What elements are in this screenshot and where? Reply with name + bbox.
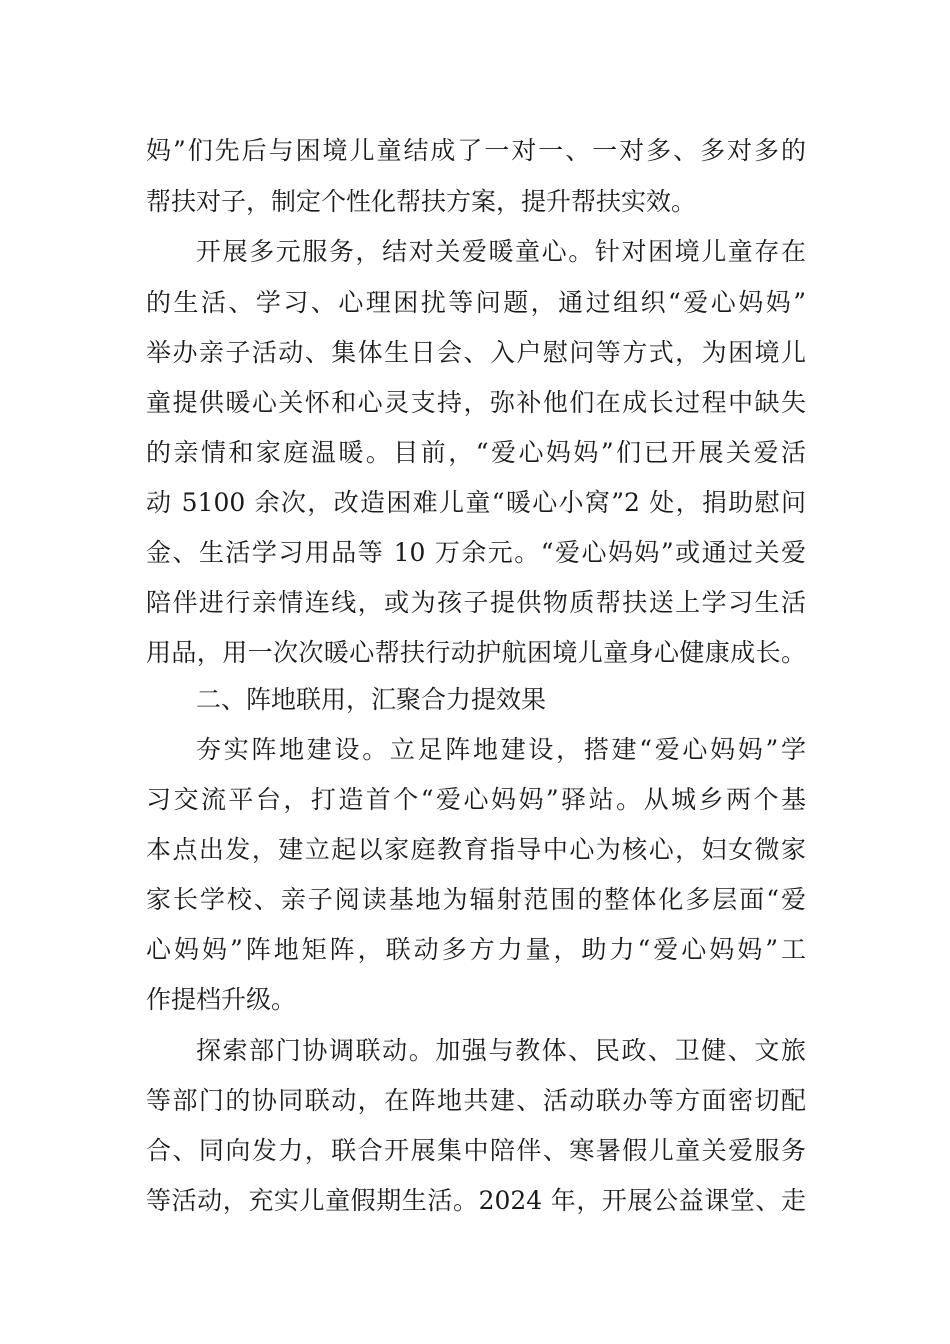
paragraph-line: 心妈妈”阵地矩阵，联动多方力量，助力“爱心妈妈”工 xyxy=(146,935,806,964)
paragraph-line: 探索部门协调联动。加强与教体、民政、卫健、文旅 xyxy=(196,1036,806,1065)
paragraph-line: 陪伴进行亲情连线，或为孩子提供物质帮扶送上学习生活 xyxy=(146,588,806,617)
section-heading: 二、阵地联用，汇聚合力提效果 xyxy=(196,685,547,714)
paragraph-line: 开展多元服务，结对关爱暖童心。针对困境儿童存在 xyxy=(196,237,806,266)
paragraph-line: 等活动，充实儿童假期生活。2024 年，开展公益课堂、走 xyxy=(146,1186,806,1215)
paragraph-line: 童提供暖心关怀和心灵支持，弥补他们在成长过程中缺失 xyxy=(146,388,806,417)
paragraph-line: 夯实阵地建设。立足阵地建设，搭建“爱心妈妈”学 xyxy=(196,735,806,764)
paragraph-line: 习交流平台，打造首个“爱心妈妈”驿站。从城乡两个基 xyxy=(146,785,806,814)
paragraph-line: 金、生活学习用品等 10 万余元。“爱心妈妈”或通过关爱 xyxy=(146,538,806,567)
paragraph-line: 合、同向发力，联合开展集中陪伴、寒暑假儿童关爱服务 xyxy=(146,1136,806,1165)
paragraph-line: 作提档升级。 xyxy=(146,985,297,1014)
paragraph-line: 本点出发，建立起以家庭教育指导中心为核心，妇女微家 xyxy=(146,835,806,864)
paragraph-line: 的亲情和家庭温暖。目前，“爱心妈妈”们已开展关爱活 xyxy=(146,438,806,467)
paragraph-line: 动 5100 余次，改造困难儿童“暖心小窝”2 处，捐助慰问 xyxy=(146,488,806,517)
paragraph-line: 妈”们先后与困境儿童结成了一对一、一对多、多对多的 xyxy=(146,136,806,165)
paragraph-line: 用品，用一次次暖心帮扶行动护航困境儿童身心健康成长。 xyxy=(146,638,806,667)
paragraph-line: 等部门的协同联动，在阵地共建、活动联办等方面密切配 xyxy=(146,1086,806,1115)
paragraph-line: 家长学校、亲子阅读基地为辐射范围的整体化多层面“爱 xyxy=(146,885,806,914)
paragraph-line: 的生活、学习、心理困扰等问题，通过组织“爱心妈妈” xyxy=(146,288,806,317)
paragraph-line: 帮扶对子，制定个性化帮扶方案，提升帮扶实效。 xyxy=(146,187,697,216)
paragraph-line: 举办亲子活动、集体生日会、入户慰问等方式，为困境儿 xyxy=(146,338,806,367)
